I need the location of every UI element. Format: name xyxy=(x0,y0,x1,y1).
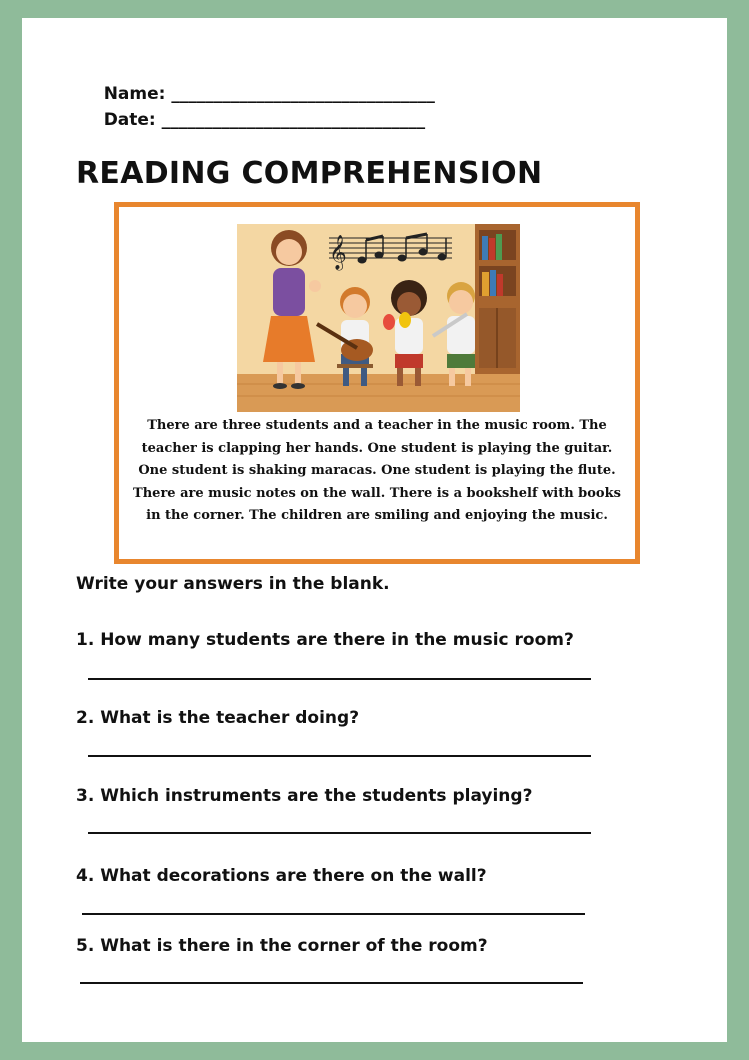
date-row xyxy=(80,90,425,150)
music-room-illustration xyxy=(237,224,520,412)
answer-line-5[interactable] xyxy=(80,982,583,984)
instructions: Write your answers in the blank. xyxy=(76,574,390,594)
page-title: READING COMPREHENSION xyxy=(76,156,543,191)
question-1: 1. How many students are there in the music room? xyxy=(76,630,574,650)
answer-line-4[interactable] xyxy=(82,913,585,915)
question-5: 5. What is there in the corner of the room? xyxy=(76,936,488,956)
date-label: Date: xyxy=(103,110,156,130)
answer-line-1[interactable] xyxy=(88,678,591,680)
answer-line-3[interactable] xyxy=(88,832,591,834)
question-4: 4. What decorations are there on the wall? xyxy=(76,866,487,886)
question-2: 2. What is the teacher doing? xyxy=(76,708,360,728)
story-box xyxy=(114,202,640,564)
date-blank[interactable]: _______________________________ xyxy=(161,110,426,130)
story-text: There are three students and a teacher in the music room. The teacher is clapping her hands. One student is playing the guitar. One student is shaking maracas. One student is playing the flute. There are music notes on the wall. There is a bookshelf with books in the corner. The children are smiling and enjoying the music. xyxy=(133,418,621,523)
name-label: Name: xyxy=(103,84,166,104)
name-blank[interactable]: _______________________________ xyxy=(171,84,435,104)
worksheet-page xyxy=(22,18,727,1042)
svg-text:𝄞: 𝄞 xyxy=(329,235,347,270)
bookshelf-icon xyxy=(475,224,520,374)
question-3: 3. Which instruments are the students playing? xyxy=(76,786,533,806)
answer-line-2[interactable] xyxy=(88,755,591,757)
